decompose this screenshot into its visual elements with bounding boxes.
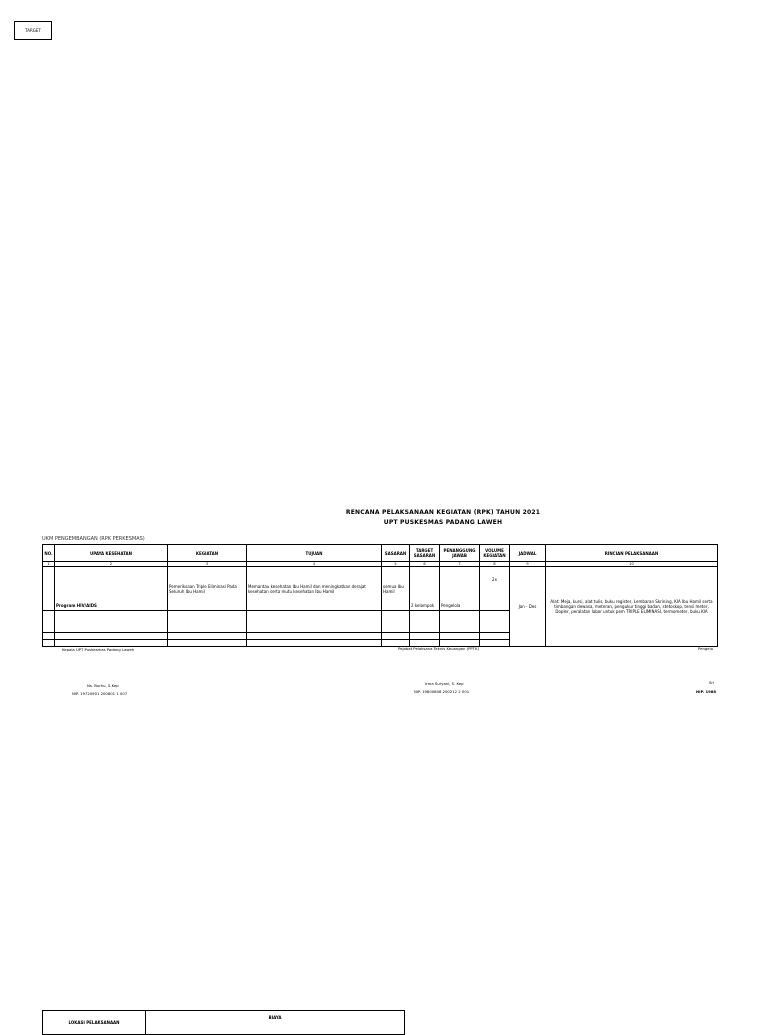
document-subtitle: UPT PUSKESMAS PADANG LAWEH [383,519,503,526]
lokasi-biaya-table [42,1010,405,1035]
cell-target: 2 kelompok [410,567,440,611]
colnum: 4 [247,562,382,567]
blank-cell [55,611,168,633]
header-pj: PENANGGUNG JAWAB [440,545,480,562]
signature-left-title: Kepala UPT Puskesmas Padang Laweh [62,647,135,652]
blank-cell [440,633,480,640]
table-header-row [43,545,718,562]
header-tujuan: TUJUAN [247,545,382,562]
cell-jadwal: Jan - Des [510,567,546,647]
signature-left-nip: NIP. 19720901 200801 1 007 [72,691,128,696]
signature-right-nip: NIP. 1988 [696,689,717,694]
header-lokasi: LOKASI PELAKSANAAN [43,1011,146,1035]
blank-cell [480,633,510,640]
colnum: 7 [440,562,480,567]
header-kegiatan: KEGIATAN [168,545,247,562]
cell-volume: 2x [480,567,510,611]
table-row [43,567,718,611]
header-upaya: UPAYA KESEHATAN [55,545,168,562]
colnum: 5 [382,562,410,567]
header-no: NO. [43,545,55,562]
header-target: TARGET SASARAN [410,545,440,562]
blank-cell [410,633,440,640]
cell-tujuan: Memantau kesehatan Ibu Hamil dan meningkatkan derajat kesehatan serta mutu kesehatan Ibu Hamil [247,567,382,611]
header-biaya: BIAYA [146,1011,405,1035]
blank-cell [43,611,55,633]
colnum: 6 [410,562,440,567]
table-header-row [43,1011,405,1035]
blank-cell [43,640,55,647]
cell-kegiatan: Pemeriksaan Triple Eliminasi Pada Seluruh Ibu Hamil [168,567,247,611]
document-title: RENCANA PELAKSANAAN KEGIATAN (RPK) TAHUN 2021 [345,509,541,516]
blank-cell [55,633,168,640]
signature-right-title: Pengelo [698,646,714,651]
header-rincian: RINCIAN PELAKSANAAN [546,545,718,562]
colnum: 3 [168,562,247,567]
blank-cell [382,633,410,640]
colnum: 8 [480,562,510,567]
section-label: UKM PENGEMBANGAN (RPK PERKESMAS) [42,536,145,542]
signature-right-name: Sri [709,680,715,685]
cell-pj: Pengelola [440,567,480,611]
header-volume: VOLUME KEGIATAN [480,545,510,562]
cell-no [43,567,55,611]
blank-cell [168,640,247,647]
blank-cell [382,611,410,633]
signature-mid-name: Irma Suryani, S. Kep [425,681,464,686]
colnum: 1 [43,562,55,567]
target-label-box: TARGET [14,21,52,40]
blank-cell [168,611,247,633]
colnum: 10 [546,562,718,567]
header-jadwal: JADWAL [510,545,546,562]
blank-cell [247,640,382,647]
colnum: 9 [510,562,546,567]
blank-cell [480,640,510,647]
blank-cell [410,611,440,633]
cell-sasaran: semua Ibu Hamil [382,567,410,611]
cell-rincian: Alat: Meja, kursi, alat tulis, buku register, Lembaran Skrining, KIA Ibu Hamil serta timbangan dewasa, meteran, pengukur tinggi badan, stetoskop, tensi meter, Dopler, peralatan labor untuk pem TRIPLE ELIMINASI, termometer, buku KIA [546,567,718,647]
blank-cell [480,611,510,633]
colnum: 2 [55,562,168,567]
signature-left-name: Ns. Burhu, S.Kep [87,683,119,688]
cell-upaya: Program HIV/AIDS [55,567,168,611]
blank-cell [247,633,382,640]
blank-cell [440,611,480,633]
blank-cell [43,633,55,640]
blank-cell [247,611,382,633]
rpk-table [42,544,718,647]
signature-mid-title: Pejabat Pelaksana Teknis Keuangan (PPTK) [398,646,479,651]
header-sasaran: SASARAN [382,545,410,562]
blank-cell [55,640,168,647]
signature-mid-nip: NIP. 19800808 200212 2 001 [414,689,470,694]
blank-cell [168,633,247,640]
